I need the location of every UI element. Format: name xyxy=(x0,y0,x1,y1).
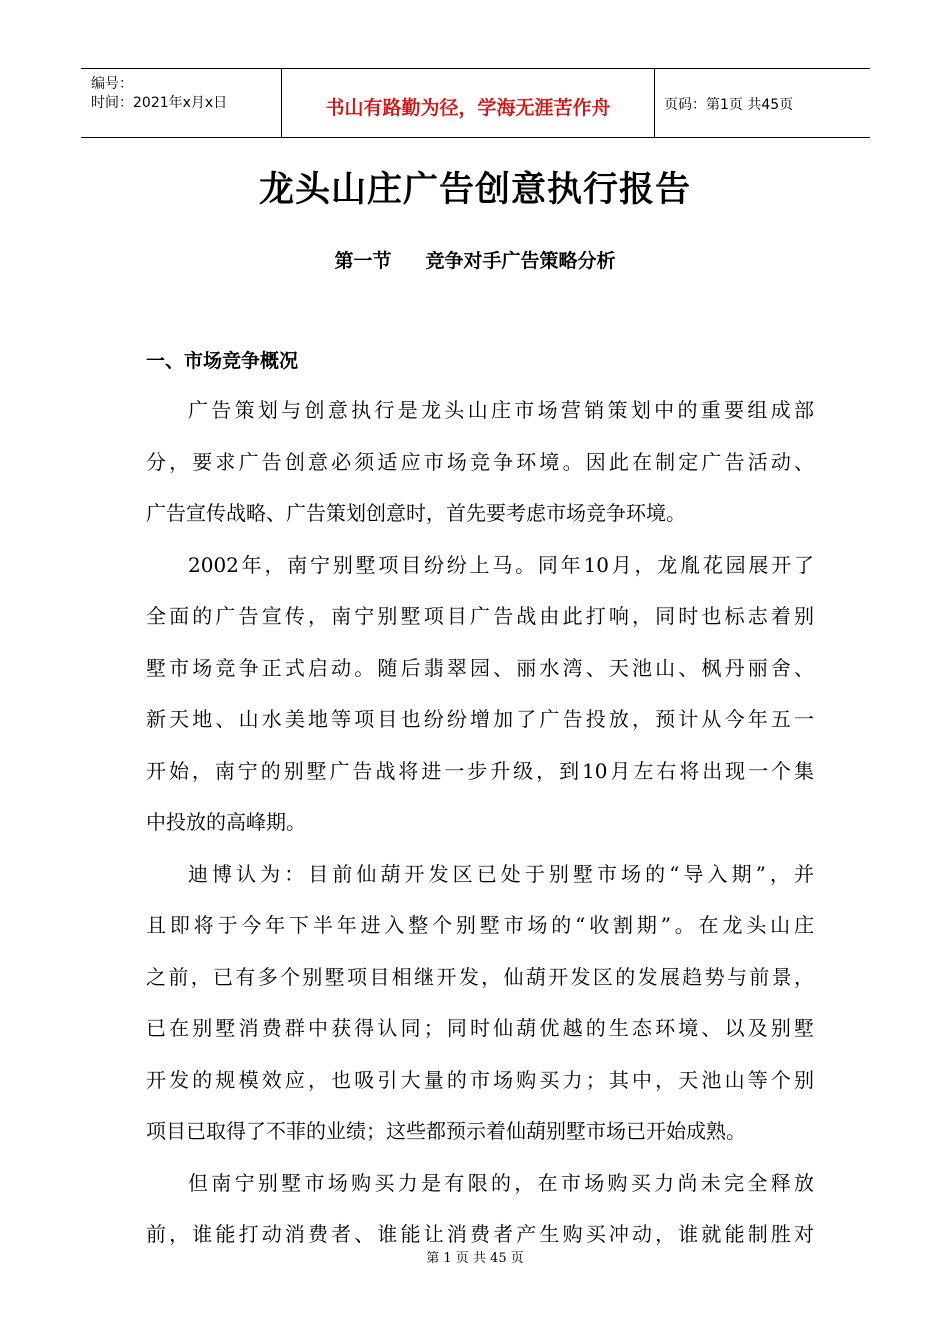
motto-text: 书山有路勤为径，学海无涯苦作舟 xyxy=(325,97,611,119)
body-line: 中投放的高峰期。 xyxy=(146,810,306,834)
body-line: 已在别墅消费群中获得认同；同时仙葫优越的生态环境、以及别墅 xyxy=(146,1016,814,1040)
body-line: 开始，南宁的别墅广告战将进一步升级，到10月左右将出现一个集 xyxy=(146,758,814,783)
body-line: 新天地、山水美地等项目也纷纷增加了广告投放，预计从今年五一 xyxy=(146,707,814,731)
page-info: 页码：第1页 共45页 xyxy=(664,97,794,113)
body-line: 前，谁能打动消费者、谁能让消费者产生购买冲动，谁就能制胜对 xyxy=(146,1222,814,1246)
number-label: 编号： xyxy=(91,76,133,92)
document-header xyxy=(81,68,870,138)
page-footer: 第 1 页 共 45 页 xyxy=(426,1251,524,1266)
body-line: 之前，已有多个别墅项目相继开发，仙葫开发区的发展趋势与前景， xyxy=(146,964,814,989)
body-line: 分，要求广告创意必须适应市场竞争环境。因此在制定广告活动、 xyxy=(146,449,814,474)
body-line: 广告宣传战略、广告策划创意时，首先要考虑市场竞争环境。 xyxy=(146,501,686,525)
header-meta-cell xyxy=(81,69,281,137)
section-subtitle xyxy=(0,246,950,273)
body-line: 但南宁别墅市场购买力是有限的，在市场购买力尚未完全释放 xyxy=(188,1170,814,1195)
header-page-cell xyxy=(654,69,870,137)
body-line: 迪博认为：目前仙葫开发区已处于别墅市场的“导入期”，并 xyxy=(188,861,814,886)
body-line: 墅市场竞争正式启动。随后翡翠园、丽水湾、天池山、枫丹丽舍、 xyxy=(146,655,814,680)
body-line: 广告策划与创意执行是龙头山庄市场营销策划中的重要组成部 xyxy=(188,398,814,422)
body-line: 项目已取得了不菲的业绩；这些都预示着仙葫别墅市场已开始成熟。 xyxy=(146,1119,746,1143)
body-text xyxy=(146,390,814,1266)
body-line: 全面的广告宣传，南宁别墅项目广告战由此打响，同时也标志着别 xyxy=(146,604,814,628)
body-line: 2002年，南宁别墅项目纷纷上马。同年10月，龙胤花园展开了 xyxy=(188,552,814,577)
header-motto-cell xyxy=(281,69,655,137)
time-label: 时间：2021年x月x日 xyxy=(91,95,228,111)
body-line: 开发的规模效应，也吸引大量的市场购买力；其中，天池山等个别 xyxy=(146,1067,814,1092)
section-number: 第一节 xyxy=(334,250,392,272)
document-title: 龙头山庄广告创意执行报告 xyxy=(258,170,691,210)
body-line: 且即将于今年下半年进入整个别墅市场的“收割期”。在龙头山庄 xyxy=(146,913,814,937)
section-heading-text: 竞争对手广告策略分析 xyxy=(425,250,616,272)
market-heading: 一、市场竞争概况 xyxy=(146,350,299,372)
